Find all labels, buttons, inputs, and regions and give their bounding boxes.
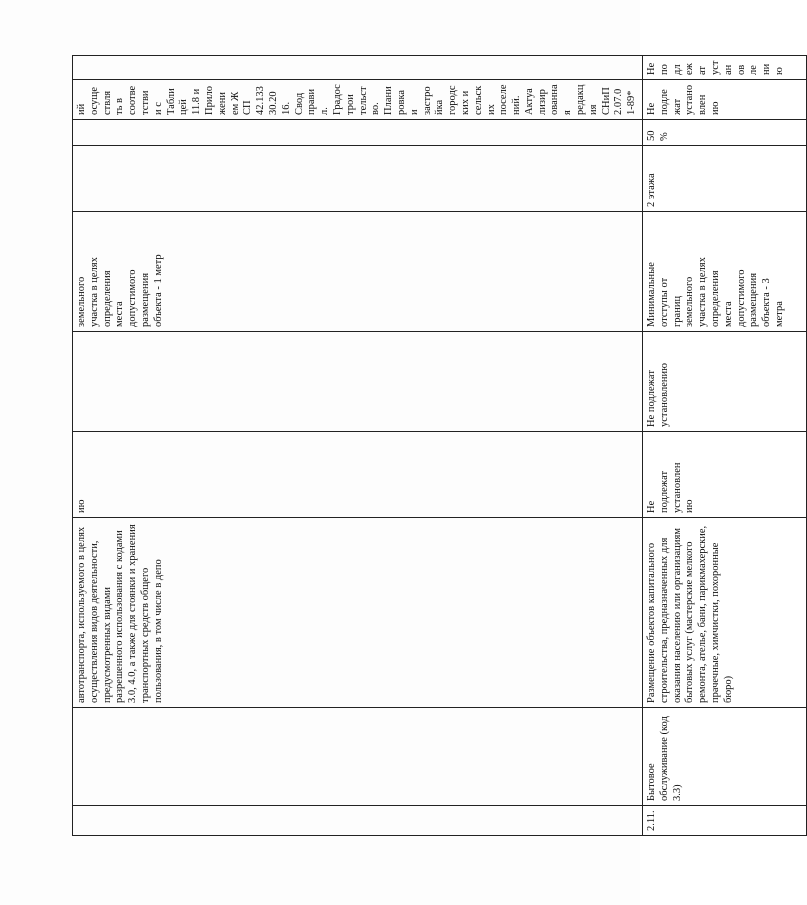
zoning-regulations-table bbox=[72, 55, 807, 836]
cell-coverage bbox=[73, 120, 643, 146]
cell-other bbox=[73, 56, 643, 80]
cell-max-area bbox=[73, 332, 643, 432]
cell-min-area: ию bbox=[73, 432, 643, 518]
cell-coverage: 50% bbox=[643, 120, 807, 146]
table-row bbox=[73, 56, 643, 836]
cell-setback: земельного участка в целях определения места допустимого размещения объекта - 1 метр bbox=[73, 212, 643, 332]
cell-min-area: Не подлежат установлен ию bbox=[643, 432, 807, 518]
cell-number bbox=[73, 806, 643, 836]
cell-number: 2.11. bbox=[643, 806, 807, 836]
cell-other: Не подлежат установлению bbox=[643, 56, 807, 80]
cell-use-name: Бытовое обслуживание (код 3.3) bbox=[643, 708, 807, 806]
cell-floors bbox=[73, 146, 643, 212]
table-row bbox=[643, 56, 807, 836]
cell-parking: ий осуществля ть в соответстви и с Таблицей 11.8 и Приложени ем Ж СП 42.13330.20 16. Свод правил. Градострои тельство. Планировка и застройка городских и сельских поселений. Актуализир ованная редакция СНиП 2.07.01-89* bbox=[73, 80, 643, 120]
cell-floors: 2 этажа bbox=[643, 146, 807, 212]
cell-use-description: автотранспорта, используемого в целях осуществления видов деятельности, предусмотренных видами разрешенного использования с кодами 3.0, 4.0, а также для стоянки и хранения транспортных средств общего пользования, в том числе в депо bbox=[73, 518, 643, 708]
rotated-table-wrapper bbox=[72, 56, 786, 836]
cell-max-area: Не подлежат установлению bbox=[643, 332, 807, 432]
cell-setback: Минимальные отступы от границ земельного участка в целях определения места допустимого размещения объекта - 3 метра bbox=[643, 212, 807, 332]
cell-use-description: Размещение объектов капитального строительства, предназначенных для оказания населению или организациям бытовых услуг (мастерские мелкого ремонта, ателье, бани, парикмахерские, прачечные, химчистки, похоронные бюро) bbox=[643, 518, 807, 708]
cell-parking: Не подлежат установлен ию bbox=[643, 80, 807, 120]
cell-use-name bbox=[73, 708, 643, 806]
